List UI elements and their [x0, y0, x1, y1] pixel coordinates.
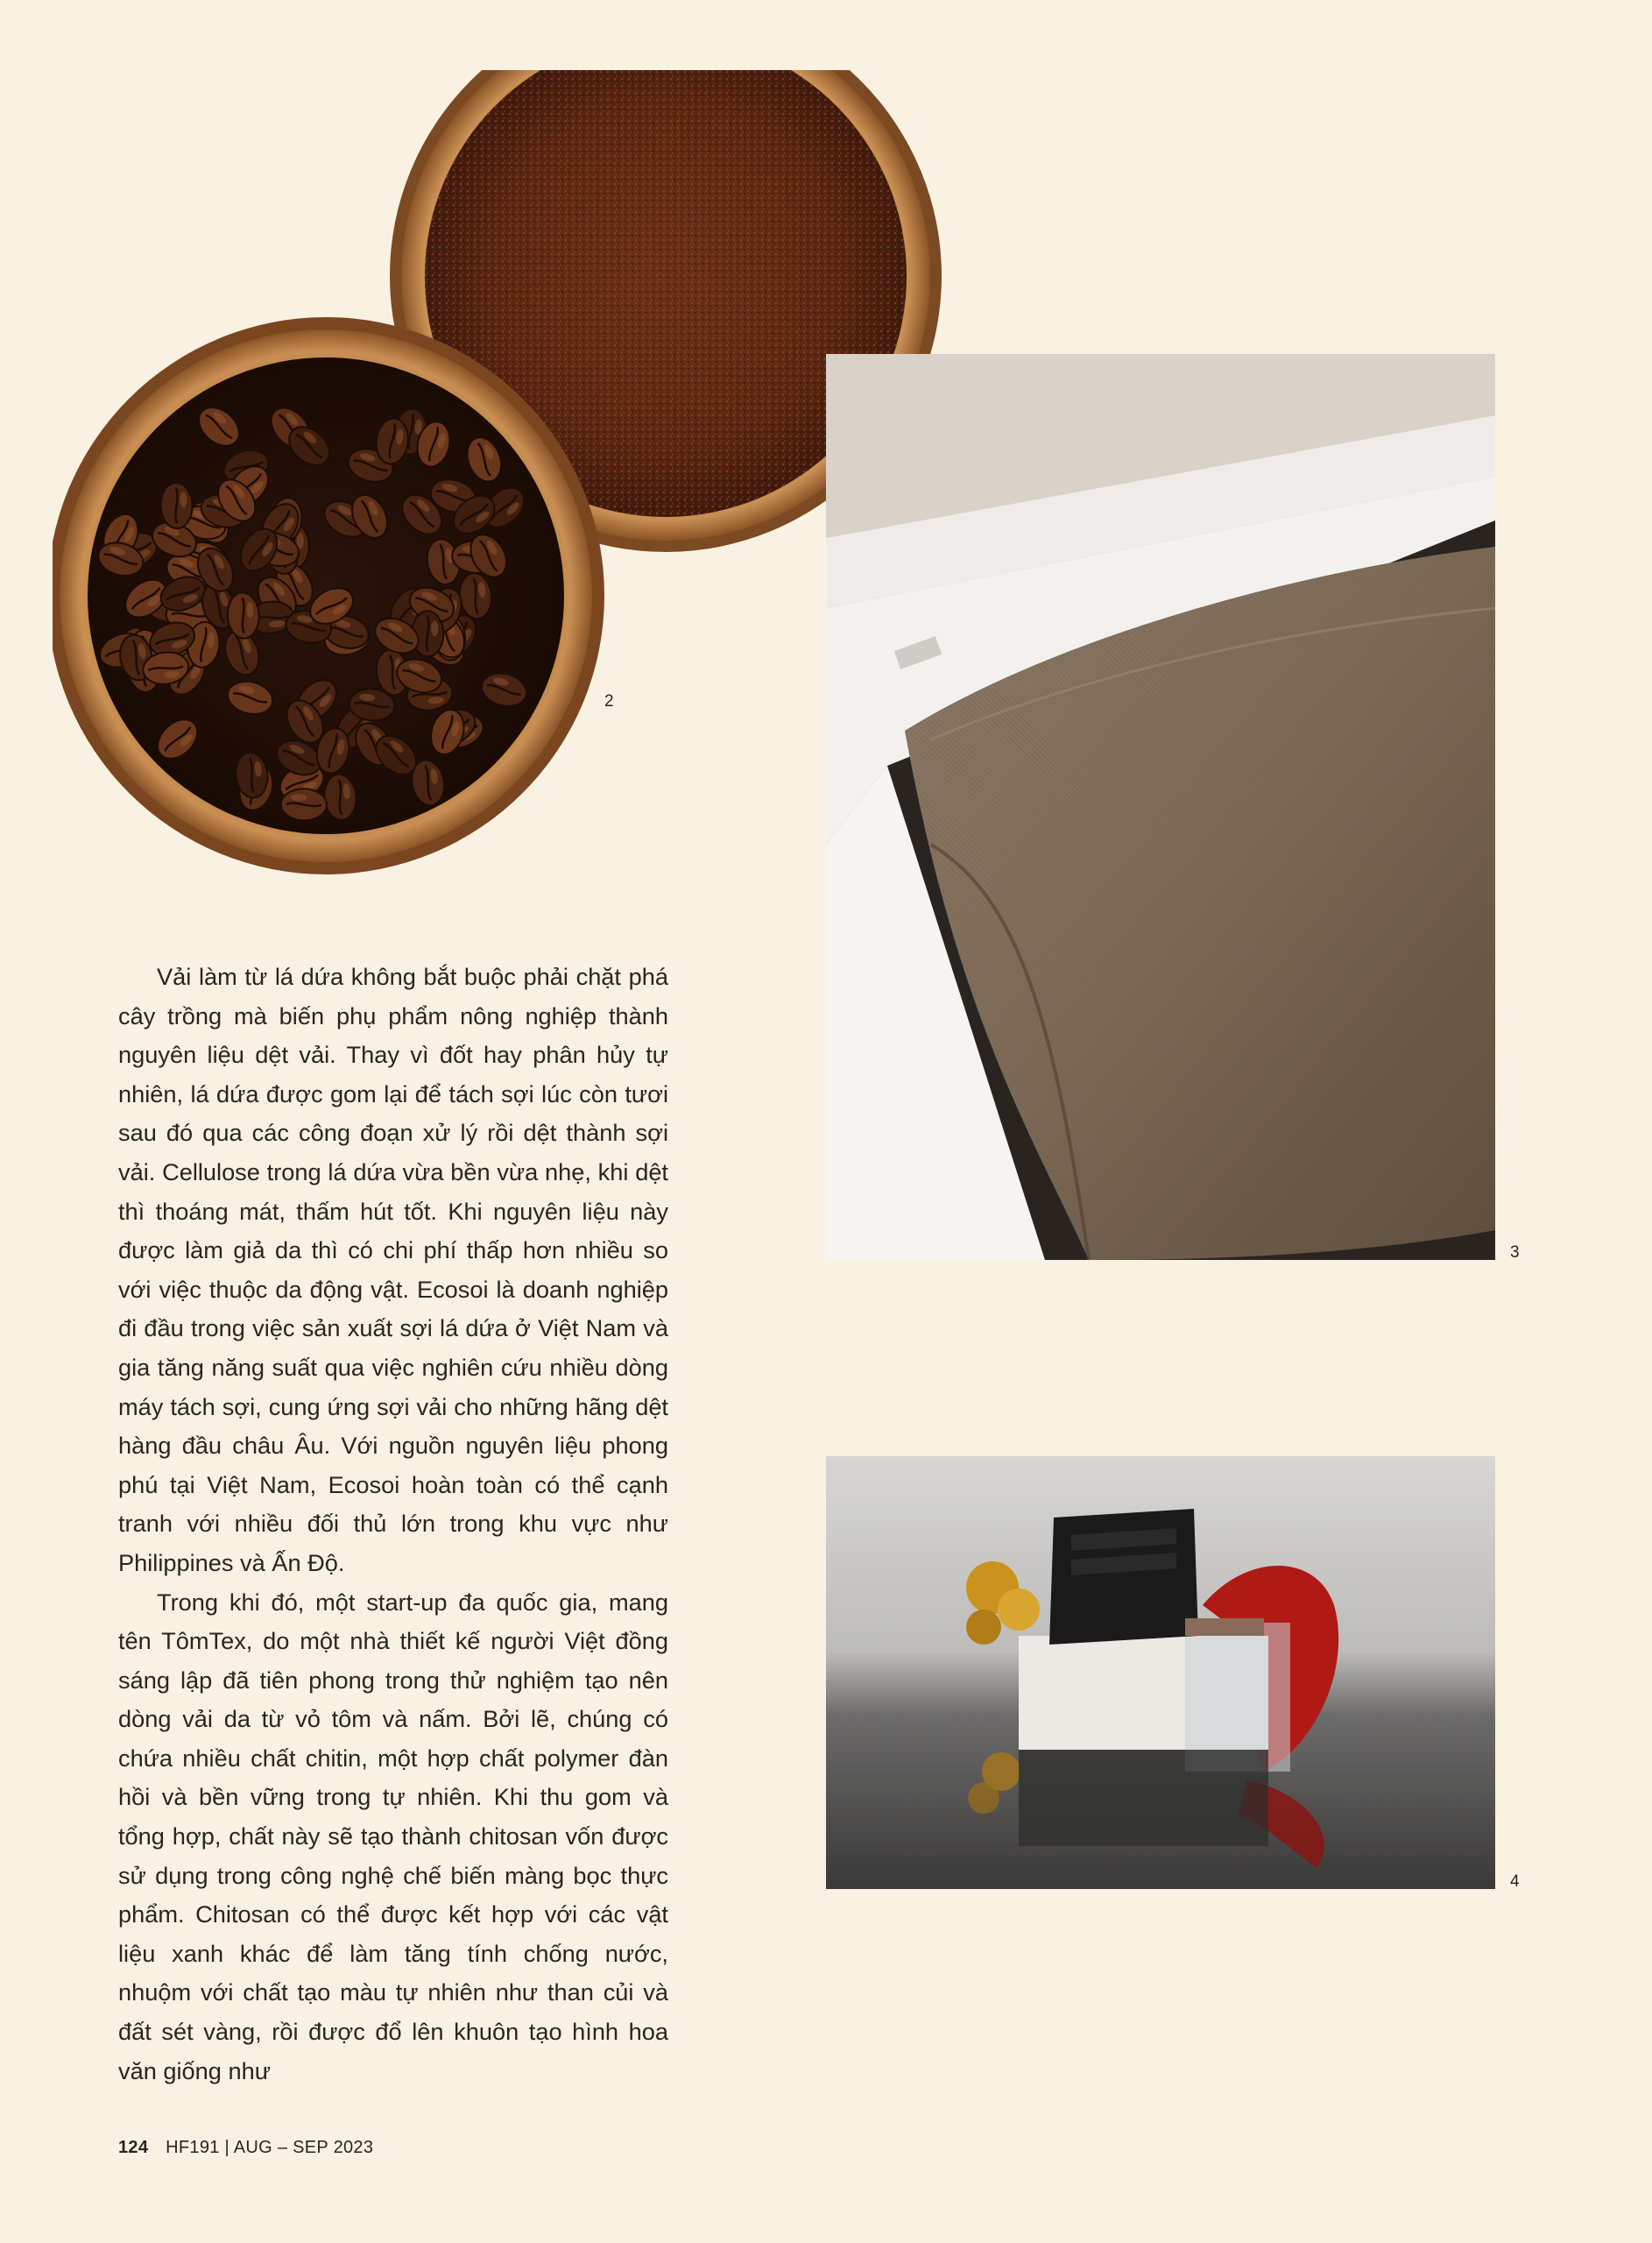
- wallet-display-photo: [826, 1456, 1495, 1889]
- coffee-bowls-photo: [53, 70, 946, 876]
- page-number: 124: [118, 2138, 149, 2157]
- issue-info: HF191 | AUG – SEP 2023: [166, 2138, 374, 2157]
- coffee-beans-bowl: [53, 317, 604, 874]
- page-footer: [118, 2138, 373, 2158]
- article-paragraph-1: Vải làm từ lá dứa không bắt buộc phải chặt phá cây trồng mà biến phụ phẩm nông nghiệp thành nguyên liệu dệt vải. Thay vì đốt hay phân hủy tự nhiên, lá dứa được gom lại để tách sợi lúc còn tươi sau đó qua các công đoạn xử lý rồi dệt thành sợi vải. Cellulose trong lá dứa vừa bền vừa nhẹ, khi dệt thì thoáng mát, thấm hút tốt. Khi nguyên liệu này được làm giả da thì có chi phí thấp hơn nhiều so với việc thuộc da động vật. Ecosoi là doanh nghiệp đi đầu trong việc sản xuất sợi lá dứa ở Việt Nam và gia tăng năng suất qua việc nghiên cứu nhiều dòng máy tách sợi, cung ứng sợi vải cho những hãng dệt hàng đầu châu Âu. Với nguồn nguyên liệu phong phú tại Việt Nam, Ecosoi hoàn toàn có thể cạnh tranh với nhiều đối thủ lớn trong khu vực như Philippines và Ấn Độ.: [118, 963, 668, 1576]
- article-paragraph-2: Trong khi đó, một start-up đa quốc gia, mang tên TômTex, do một nhà thiết kế người Việt đồng sáng lập đã tiên phong trong thử nghiệm tạo nên dòng vải da từ vỏ tôm và nấm. Bởi lẽ, chúng có chứa nhiều chất chitin, một hợp chất polymer đàn hồi và bền vững trong tự nhiên. Khi thu gom và tổng hợp, chất này sẽ tạo thành chitosan vốn được sử dụng trong công nghệ chế biến màng bọc thực phẩm. Chitosan có thể được kết hợp với các vật liệu xanh khác để làm tăng tính chống nước, nhuộm với chất tạo màu tự nhiên như than củi và đất sét vàng, rồi được đổ lên khuôn tạo hình hoa văn giống như: [118, 1588, 668, 2084]
- figure-3-number: 3: [1510, 1243, 1520, 1262]
- coffee-bean: [160, 482, 194, 528]
- figure-4-number: 4: [1510, 1872, 1520, 1891]
- fabric-box-photo: [826, 354, 1495, 1260]
- coffee-bean: [281, 789, 328, 821]
- figure-2-number: 2: [604, 692, 614, 711]
- article-body: [118, 958, 668, 2091]
